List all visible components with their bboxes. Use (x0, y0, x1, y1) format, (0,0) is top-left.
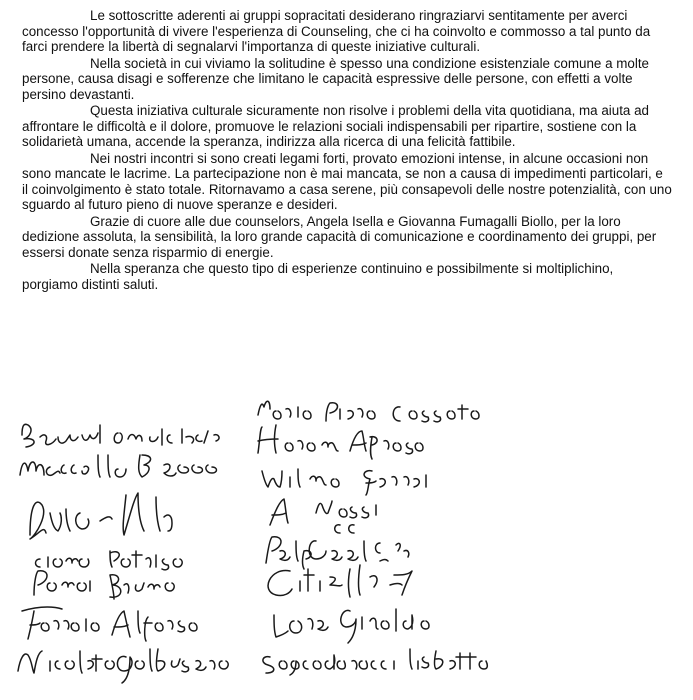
signature-marcella (20, 455, 217, 477)
paragraph-solitude: Nella società in cui viviamo la solitudine è spesso una condizione esistenziale comune a molte persone, causa disagi e sofferenze che limitano le capacità espressive delle persone, con effetti a volte persino devastanti. (22, 55, 649, 102)
signature-pelip (266, 537, 409, 569)
paragraph-closing: Nella speranza che questo tipo di esperienze continuino e possibilmente si moltiplichino, porgiamo distinti saluti. (22, 261, 614, 292)
signature-nicoletta (18, 649, 228, 683)
signature-cassata (258, 401, 479, 422)
signature-bernardi (22, 424, 219, 447)
signature-ferrario (22, 607, 197, 641)
paragraph-meetings: Nei nostri incontri si sono creati legami forti, provato emozioni intense, in alcune occasioni non sono mancate le lacrime. La partecipazione non è mai mancata, se non a causa di impedimenti particolari, e il coinvolgimento è stato totale. Ritornavamo a casa serene, più consapevoli delle nostre potenzialità, con uno sguardo al futuro pieno di nuove speranze e desideri. (22, 150, 672, 212)
paragraph-gratitude: Grazie di cuore alle due counselors, Angela Isella e Giovanna Fumagalli Biollo, per la loro dedizione assoluta, la sensibilità, la loro grande capacità di comunicazione e coordinamento dei gruppi, per essersi donate senza risparmio di energie. (22, 213, 657, 260)
signature-nossi (270, 499, 376, 533)
signature-anile (30, 493, 172, 539)
paragraph-initiative: Questa iniziativa culturale sicuramente non risolve i problemi della vita quotidiana, ma aiuta ad affrontare le difficoltà e il dolore, promuove le relazioni sociali indispensabili per ripartire, sostiene con la solidarietà umana, accende la speranza, indirizza alla ricerca di una felicità fattibile. (22, 103, 649, 149)
signature-pomai (34, 571, 174, 599)
signatures-area (0, 395, 693, 700)
paragraph-thanks: Le sottoscritte aderenti ai gruppi sopracitati desiderano ringraziarvi sentitamente per averci concesso l'opportunità di vivere l'esperienza di Counseling, che ci ha coinvolto e commosso a tal punto da farci prendere la libertà di segnalarvi l'importanza di queste iniziative culturali. (22, 8, 651, 54)
signature-hakam (258, 425, 423, 459)
signature-citizi (268, 565, 412, 597)
signatures-drawing (0, 395, 693, 700)
signature-wilma (262, 469, 426, 495)
signature-ciana (36, 551, 183, 570)
letter-body (22, 8, 672, 293)
signature-sogcodaracci (263, 649, 487, 675)
signature-ginoldo (274, 609, 429, 643)
